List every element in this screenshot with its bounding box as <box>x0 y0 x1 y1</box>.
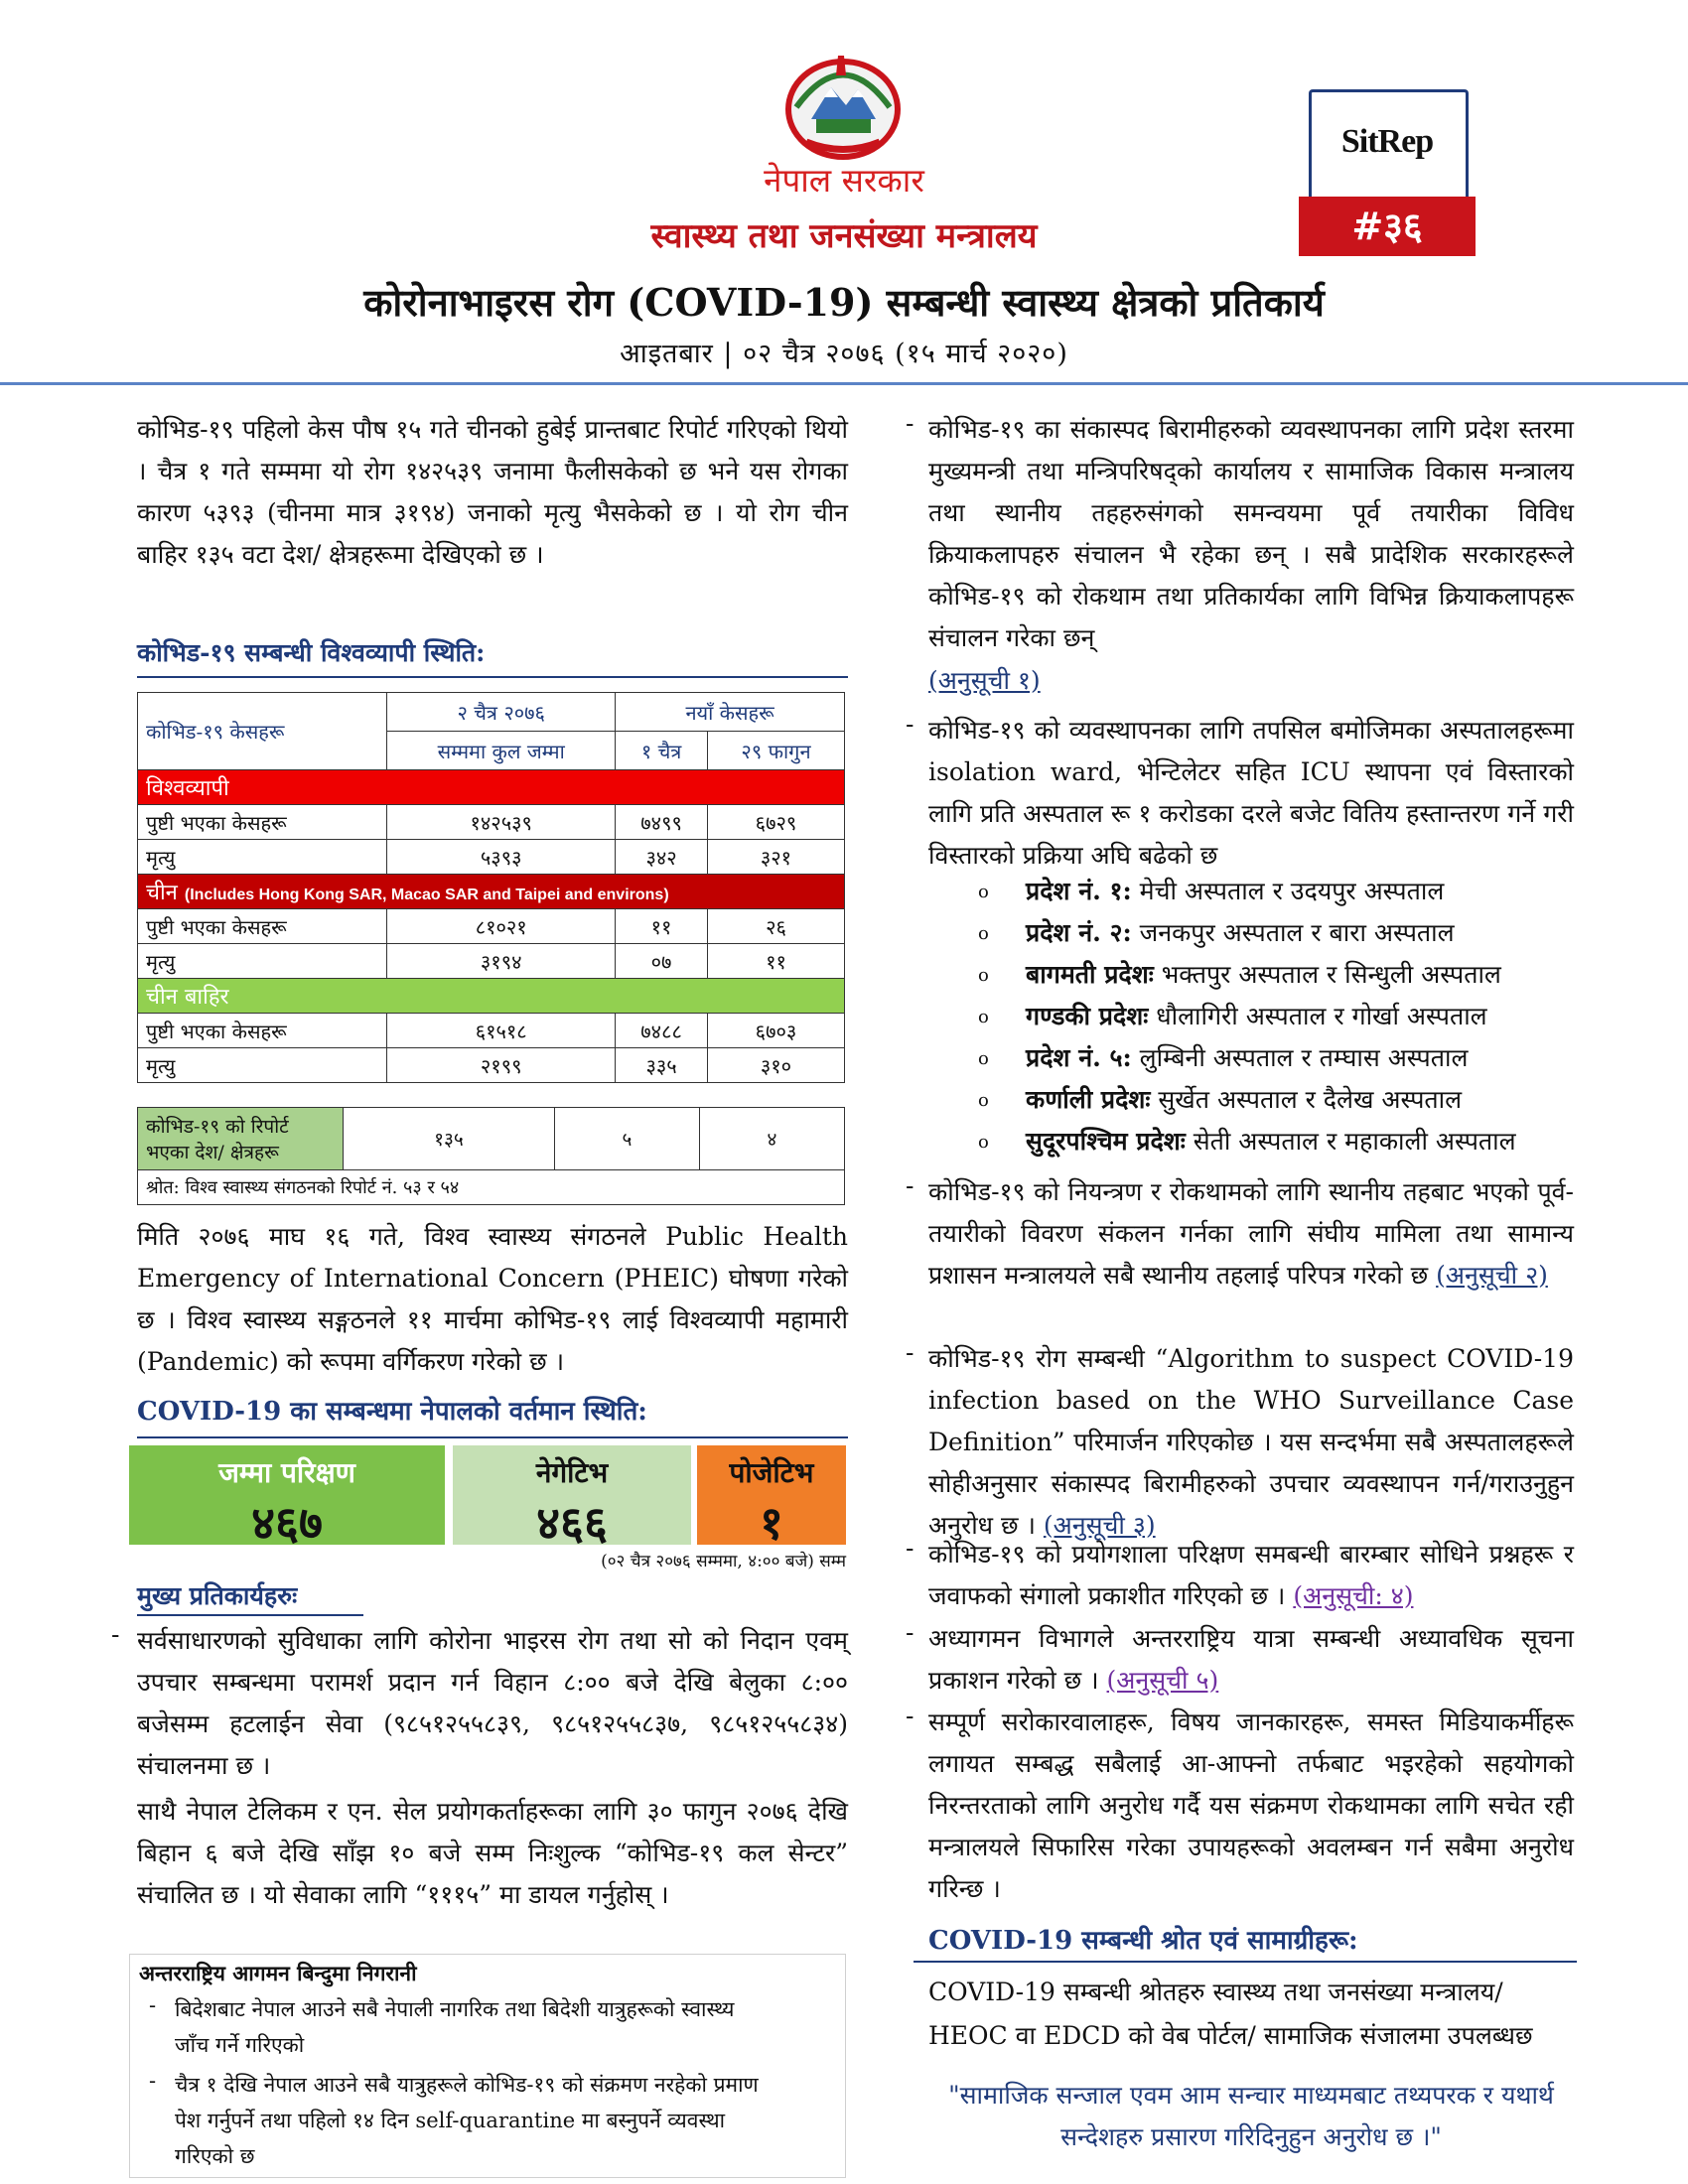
cell: ५३९३ <box>387 840 616 875</box>
algorithm-bullet <box>928 1338 1574 1547</box>
hospital-names: भक्तपुर अस्पताल र सिन्धुली अस्पताल <box>1161 960 1501 989</box>
section-global: विश्वव्यापी <box>138 770 845 805</box>
negative-box <box>453 1445 691 1550</box>
bullet-dash: - <box>906 1702 914 1730</box>
nepal-status-heading: COVID-19 का सम्बन्धमा नेपालको वर्तमान स्थिति: <box>137 1397 647 1427</box>
col-header-day1: १ चैत्र <box>616 732 708 770</box>
hospital-names: सुर्खेत अस्पताल र दैलेख अस्पताल <box>1158 1085 1463 1114</box>
province-name: कर्णाली प्रदेशः <box>1026 1085 1151 1114</box>
hospital-names: मेची अस्पताल र उदयपुर अस्पताल <box>1139 877 1445 905</box>
list-bullet-icon: o <box>978 923 989 944</box>
nepal-emblem-icon <box>776 48 911 162</box>
cell: ४ <box>700 1108 845 1170</box>
cell: ६७२९ <box>707 805 844 840</box>
cell: ७४९९ <box>616 805 708 840</box>
immigration-bullet <box>928 1618 1574 1702</box>
resources-heading-rule <box>914 1961 1577 1963</box>
countries-label: कोभिड-१९ को रिपोर्ट भएका देश/ क्षेत्रहरू <box>138 1108 344 1170</box>
table-row <box>138 1014 845 1048</box>
positive-value: १ <box>760 1496 783 1550</box>
col-header-cases: कोभिड-१९ केसहरू <box>138 693 387 770</box>
cell: २१९९ <box>387 1048 616 1083</box>
table-source: श्रोत: विश्व स्वास्थ्य संगठनको रिपोर्ट नं. ५३ र ५४ <box>138 1170 845 1205</box>
cell: ११ <box>616 909 708 944</box>
province-name: प्रदेश नं. १: <box>1026 877 1132 905</box>
hospital-list-item <box>1026 874 1444 907</box>
cell: १४२५३९ <box>387 805 616 840</box>
page-title: कोरोनाभाइरस रोग (COVID-19) सम्बन्धी स्वास्थ्य क्षेत्रको प्रतिकार्य <box>363 280 1325 325</box>
media-quote: "सामाजिक सन्जाल एवम आम सन्चार माध्यमबाट तथ्यपरक र यथार्थ सन्देशहरु प्रसारण गरिदिनुहुन अनुरोध छ ।" <box>948 2081 1554 2151</box>
total-tests-box <box>129 1445 445 1550</box>
cell: ३४२ <box>616 840 708 875</box>
hospital-names: जनकपुर अस्पताल र बारा अस्पताल <box>1139 918 1455 947</box>
as-of-note: (०२ चैत्र २०७६ सम्ममा, ४:०० बजे) सम्म <box>601 1552 846 1571</box>
hospital-budget-bullet: कोभिड-१९ को व्यवस्थापनका लागि तपसिल बमोजिमका अस्पतालहरूमा isolation ward, भेन्टिलेटर सहित ICU स्थापना एवं विस्तारको लागि प्रति अस्पताल रू १ करोडका दरले बजेट वितिय हस्तान्तरण गर्ने गरी विस्तारको प्रक्रिया अघि बढेको छ <box>928 716 1574 870</box>
immigration-text: अध्यागमन विभागले अन्तरराष्ट्रिय यात्रा सम्बन्धी अध्यावधिक सूचना प्रकाशन गरेको छ । <box>928 1624 1574 1695</box>
bullet-dash: - <box>906 409 914 438</box>
hospital-names: धौलागिरी अस्पताल र गोर्खा अस्पताल <box>1156 1002 1487 1030</box>
table-row <box>138 805 845 840</box>
nepal-heading-rule <box>137 1436 848 1438</box>
bullet-dash: - <box>149 1993 157 2017</box>
list-bullet-icon: o <box>978 1048 989 1069</box>
airport-heading: अन्तरराष्ट्रिय आगमन बिन्दुमा निगरानी <box>139 1961 417 1985</box>
row-label: पुष्टी भएका केसहरू <box>138 909 387 944</box>
countries-table <box>137 1107 845 1205</box>
cell: ७४८८ <box>616 1014 708 1048</box>
cell: ३३५ <box>616 1048 708 1083</box>
list-bullet-icon: o <box>978 882 989 902</box>
hospital-list-item <box>1026 1082 1462 1116</box>
hospital-list-item <box>1026 999 1487 1032</box>
cell: ३२१ <box>707 840 844 875</box>
pheic-paragraph: मिति २०७६ माघ १६ गते, विश्व स्वास्थ्य संगठनले Public Health Emergency of International Concern (PHEIC) घोषणा गरेको छ । विश्व स्वास्थ्य सङ्गठनले ११ मार्चमा कोभिड-१९ लाई विश्वव्यापी महामारी (Pandemic) को रूपमा वर्गिकरण गरेको छ । <box>137 1222 848 1376</box>
table-row <box>138 909 845 944</box>
global-heading-rule <box>137 676 848 678</box>
cell: ६७०३ <box>707 1014 844 1048</box>
bullet-dash: - <box>111 1620 120 1649</box>
col-header-day2: २९ फागुन <box>707 732 844 770</box>
negative-label: नेगेटिभ <box>535 1456 609 1489</box>
col-header-new-cases: नयाँ केसहरू <box>616 693 845 732</box>
annex-3-link[interactable]: (अनुसूची ३) <box>1043 1511 1156 1540</box>
cell: ३१९४ <box>387 944 616 979</box>
col-header-total: सम्ममा कुल जम्मा <box>387 732 616 770</box>
province-name: गण्डकी प्रदेशः <box>1026 1002 1149 1030</box>
list-bullet-icon: o <box>978 1007 989 1027</box>
annex-5-link[interactable]: (अनुसूची ५) <box>1106 1666 1219 1695</box>
cell: ०७ <box>616 944 708 979</box>
report-date: आइतबार | ०२ चैत्र २०७६ (१५ मार्च २०२०) <box>620 339 1068 369</box>
hospital-names: लुम्बिनी अस्पताल र तम्घास अस्पताल <box>1139 1043 1469 1072</box>
response-heading: मुख्य प्रतिकार्यहरुः <box>137 1581 298 1610</box>
table-row <box>138 1048 845 1083</box>
lab-faq-bullet <box>928 1534 1574 1617</box>
section-china <box>138 875 845 909</box>
section-outside-china: चीन बाहिर <box>138 979 845 1014</box>
total-tests-label: जम्मा परिक्षण <box>218 1456 355 1489</box>
hospital-list-item <box>1026 957 1501 991</box>
cell: ६१५१८ <box>387 1014 616 1048</box>
row-label: मृत्यु <box>138 1048 387 1083</box>
airport-item: चैत्र १ देखि नेपाल आउने सबै यात्रुहरूले कोभिड-१९ को संक्रमण नरहेको प्रमाण पेश गर्नुपर्ने तथा पहिलो १४ दिन self-quarantine मा बस्नुपर्ने व्यवस्था गरिएको छ <box>175 2073 759 2168</box>
bullet-dash: - <box>906 1618 914 1647</box>
table-row <box>138 840 845 875</box>
row-label: मृत्यु <box>138 944 387 979</box>
sitrep-label: SitRep <box>1340 123 1434 160</box>
algorithm-text: कोभिड-१९ रोग सम्बन्धी “Algorithm to suspect COVID-19 infection based on the WHO Surveillance Case Definition” परिमार्जन गरिएकोछ । यस सन्दर्भमा सबै अस्पतालहरूले सोहीअनुसार संकास्पद बिरामीहरुको उपचार व्यवस्थापन गर्न/गराउनुहुन अनुरोध छ । <box>928 1344 1574 1540</box>
list-bullet-icon: o <box>978 1090 989 1111</box>
province-name: बागमती प्रदेशः <box>1026 960 1154 989</box>
resources-text: COVID-19 सम्बन्धी श्रोतहरु स्वास्थ्य तथा जनसंख्या मन्त्रालय/ HEOC वा EDCD को वेब पोर्टल/ सामाजिक संजालमा उपलब्धछ <box>928 1978 1533 2050</box>
positive-label: पोजेटिभ <box>729 1456 814 1489</box>
government-name: नेपाल सरकार <box>764 161 924 200</box>
sitrep-number: #३६ <box>1299 197 1476 256</box>
hospital-list-item <box>1026 915 1455 949</box>
bullet-dash: - <box>906 1534 914 1563</box>
provincial-bullet: कोभिड-१९ का संकास्पद बिरामीहरुको व्यवस्थापनका लागि प्रदेश स्तरमा मुख्यमन्त्री तथा मन्त्रिपरिषद्को कार्यालय र सामाजिक विकास मन्त्रालय तथा स्थानीय तहहरुसंगको समन्वयमा पूर्व तयारीका विविध क्रियाकलापहरु संचालन भै रहेका छन् । सबै प्रादेशिक सरकारहरूले कोभिड-१९ को रोकथाम तथा प्रतिकार्यका लागि विभिन्न क्रियाकलापहरू संचालन गरेका छन् <box>928 415 1574 652</box>
response-heading-rule <box>137 1614 363 1616</box>
annex-1-link[interactable]: (अनुसूची १) <box>928 666 1041 695</box>
cell: ३१० <box>707 1048 844 1083</box>
list-bullet-icon: o <box>978 965 989 986</box>
ministry-name: स्वास्थ्य तथा जनसंख्या मन्त्रालय <box>650 216 1038 256</box>
negative-value: ४६६ <box>536 1496 608 1550</box>
cell: १३५ <box>344 1108 555 1170</box>
section-china-note: (Includes Hong Kong SAR, Macao SAR and Taipei and environs) <box>184 887 669 903</box>
intro-paragraph: कोभिड-१९ पहिलो केस पौष १५ गते चीनको हुबेई प्रान्तबाट रिपोर्ट गरिएको थियो । चैत्र १ गते सम्ममा यो रोग १४२५३९ जनामा फैलीसकेको छ भने यस रोगका कारण ५३९३ (चीनमा मात्र ३१९४) जनाको मृत्यु भैसकेको छ । यो रोग चीन बाहिर १३५ वटा देश/ क्षेत्रहरूमा देखिएको छ । <box>137 415 848 569</box>
global-status-heading <box>137 635 848 675</box>
row-label: मृत्यु <box>138 840 387 875</box>
province-name: प्रदेश नं. ५: <box>1026 1043 1132 1072</box>
list-bullet-icon: o <box>978 1132 989 1153</box>
cell: २६ <box>707 909 844 944</box>
row-label: पुष्टी भएका केसहरू <box>138 805 387 840</box>
total-tests-value: ४६७ <box>251 1496 323 1550</box>
resources-heading: COVID-19 सम्बन्धी श्रोत एवं सामाग्रीहरू: <box>928 1926 1358 1956</box>
section-china-title: चीन <box>146 881 178 905</box>
cell: ८१०२१ <box>387 909 616 944</box>
annex-2-link[interactable]: (अनुसूची २) <box>1436 1261 1548 1290</box>
table-row <box>138 944 845 979</box>
local-level-text: कोभिड-१९ को नियन्त्रण र रोकथामको लागि स्थानीय तहबाट भएको पूर्व-तयारीको विवरण संकलन गर्नका लागि संघीय मामिला तथा सामान्य प्रशासन मन्त्रालयले सबै स्थानीय तहलाई परिपत्र गरेको छ <box>928 1177 1574 1290</box>
global-stats-table <box>137 692 845 1083</box>
province-name: सुदूरपश्चिम प्रदेशः <box>1026 1127 1186 1156</box>
province-name: प्रदेश नं. २: <box>1026 918 1132 947</box>
header-divider <box>0 382 1688 385</box>
positive-box <box>697 1445 846 1550</box>
col-header-total-date: २ चैत्र २०७६ <box>387 693 616 732</box>
row-label: पुष्टी भएका केसहरू <box>138 1014 387 1048</box>
bullet-dash: - <box>906 1171 914 1200</box>
cell: ५ <box>555 1108 700 1170</box>
local-level-bullet <box>928 1171 1574 1297</box>
bullet-dash: - <box>149 2069 157 2093</box>
bullet-dash: - <box>906 710 914 739</box>
hospital-list-item <box>1026 1124 1516 1158</box>
stakeholder-bullet: सम्पूर्ण सरोकारवालाहरू, विषय जानकारहरू, समस्त मिडियाकर्मीहरू लगायत सम्बद्ध सबैलाई आ-आफ्नो तर्फबाट भइरहेको सहयोगको निरन्तरताको लागि अनुरोध गर्दै यस संक्रमण रोकथामका लागि सचेत रही मन्त्रालयले सिफारिस गरेका उपायहरूको अवलम्बन गर्न सबैमा अनुरोध गरिन्छ । <box>928 1707 1574 1903</box>
hotline-bullet: सर्वसाधारणको सुविधाका लागि कोरोना भाइरस रोग तथा सो को निदान एवम् उपचार सम्बन्धमा परामर्श प्रदान गर्न विहान ८:०० बजे देखि बेलुका ८:०० बजेसम्म हटलाईन सेवा (९८५१२५५८३९, ९८५१२५५८३७, ९८५१२५५८३४) संचालनमा छ । <box>137 1626 848 1780</box>
global-status-heading-text: कोभिड-१९ सम्बन्धी विश्वव्यापी स्थिति: <box>137 638 486 667</box>
hospital-list-item <box>1026 1040 1468 1074</box>
cell: ११ <box>707 944 844 979</box>
bullet-dash: - <box>906 1338 914 1367</box>
call-center-paragraph: साथै नेपाल टेलिकम र एन. सेल प्रयोगकर्ताहरूका लागि ३० फागुन २०७६ देखि बिहान ६ बजे देखि साँझ १० बजे सम्म निःशुल्क “कोभिड-१९ कल सेन्टर” संचालित छ । यो सेवाका लागि “१११५” मा डायल गर्नुहोस् । <box>137 1797 848 1909</box>
annex-4-link[interactable]: (अनुसूची: ४) <box>1293 1581 1414 1610</box>
hospital-names: सेती अस्पताल र महाकाली अस्पताल <box>1193 1127 1516 1156</box>
lab-faq-text: कोभिड-१९ को प्रयोगशाला परिक्षण समबन्धी बारम्बार सोधिने प्रश्नहरू र जवाफको संगालो प्रकाशीत गरिएको छ । <box>928 1540 1574 1610</box>
airport-item: बिदेशबाट नेपाल आउने सबै नेपाली नागरिक तथा बिदेशी यात्रुहरूको स्वास्थ्य जाँच गर्ने गरिएको <box>175 1997 735 2057</box>
